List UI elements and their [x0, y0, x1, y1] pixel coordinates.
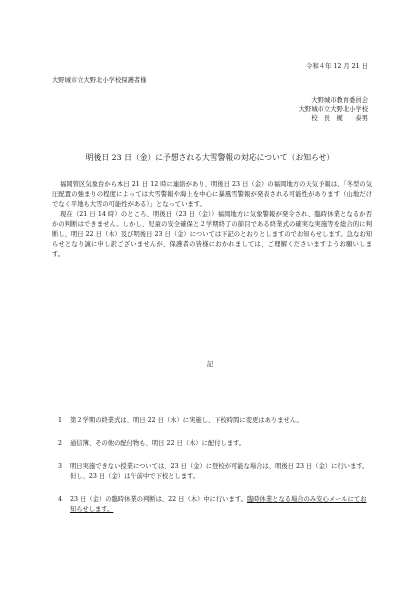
sender-organization: 大野城市教育委員会: [311, 97, 368, 104]
item-text-underlined: 臨時休業となる場合のみ安心メールにてお知らせします。: [70, 496, 367, 513]
addressee: 大野城市立大野北小学校保護者様: [52, 77, 147, 84]
item-text-plain: 23 日（金）の臨時休業の判断は、22 日（木）中に行います。: [70, 496, 247, 503]
item-text: 第２学期の終業式は、明日 22 日（木）に実施し、下校時間に変更はありません。: [70, 417, 303, 424]
item-number: 2: [58, 440, 63, 447]
issue-date: 令和４年 12 月 21 日: [306, 63, 368, 70]
item-text: 明日実施できない授業については、23 日（金）に登校が可能な場合は、明後日 23 日（金）に行います。但し、23 日（金）は午前中で下校とします。: [70, 463, 369, 480]
list-item: [58, 495, 370, 515]
sender-block: [299, 96, 368, 123]
body-paragraph-1: 福岡管区気象台から本日 21 日 12 時に連絡があり、明後日 23 日（金）の福岡地方の天気予報は、「冬型の気圧配置の強まりの程度によっては大雪警報や海上を中心に暴風雪警報が発表される可能性があります（山地だけでなく平地も大雪の可能性がある）」となっています。: [52, 181, 372, 208]
list-item: [58, 416, 370, 426]
list-item: [58, 462, 370, 482]
item-text: [70, 495, 370, 515]
sender-school: 大野城市立大野北小学校: [298, 106, 368, 113]
item-number: 3: [58, 463, 63, 470]
notice-items: [58, 416, 370, 528]
sender-principal: 校 長 梶 泰男: [311, 115, 368, 122]
body-text: [52, 180, 372, 260]
item-text: 通信簿、その他の配付物も、明日 22 日（木）に配付します。: [70, 440, 246, 447]
document-title: 明後日 23 日（金）に予想される大雪警報の対応について（お知らせ）: [85, 153, 335, 162]
ki-heading: 記: [206, 361, 214, 368]
item-number: 4: [58, 496, 63, 503]
list-item: [58, 439, 370, 449]
body-paragraph-2: 現在（21 日 14 時）のところ、明後日（23 日（金））福岡地方に気象警報が発令され、臨時休業となるか否かの判断はできません。しかし、児童の安全確保と２学期終了の節目である終業式の確実な実施等を総合的に判断し、明日 22 日（木）及び明後日 23 日（金）については下記のとおりとしますのでお知らせします。急なお知らせとなり誠に申し訳ございませんが、保護者の皆様におかれましては、ご理解くださいますようお願いします。: [52, 211, 372, 258]
item-number: 1: [58, 417, 63, 424]
